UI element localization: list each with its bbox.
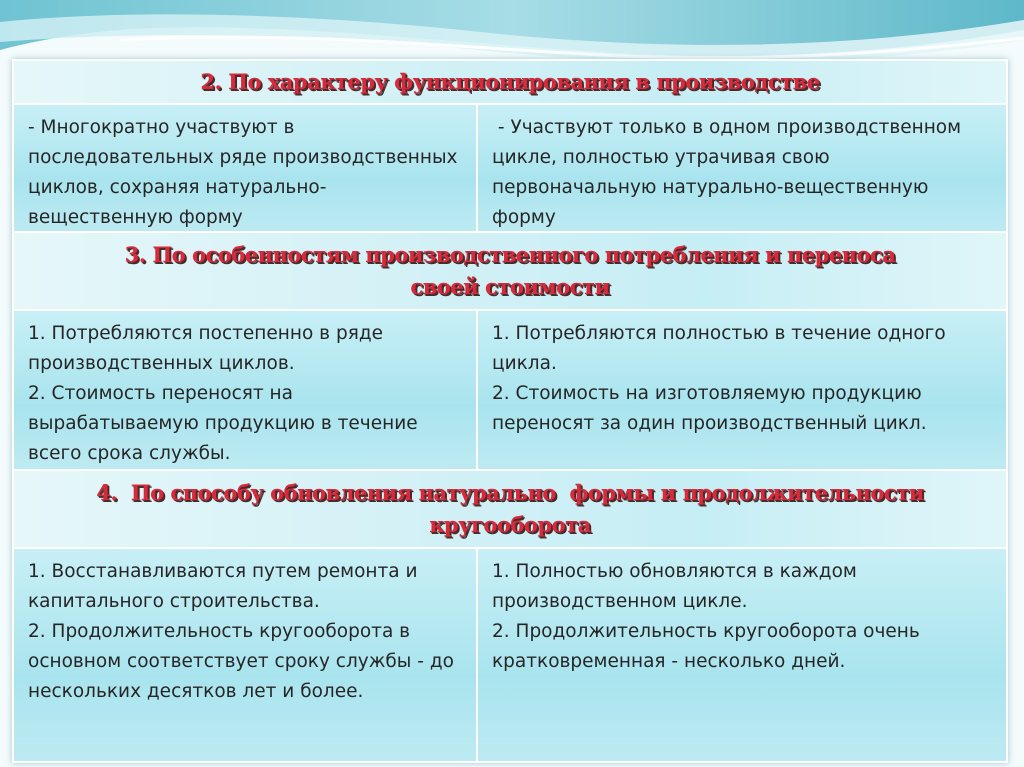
section4-title-line2: кругооборота bbox=[429, 512, 591, 537]
section3-right-cell bbox=[478, 311, 1006, 469]
section3-left-item: 1. Потребляются постепенно в ряде производственных циклов. bbox=[28, 323, 383, 374]
section3-right-item: 2. Стоимость на изготовляемую продукцию переносят за один производственный цикл. bbox=[492, 383, 927, 434]
comparison-table bbox=[12, 59, 1008, 763]
section2-row bbox=[14, 105, 1006, 233]
section4-row bbox=[14, 549, 1006, 761]
section3-right-item: 1. Потребляются полностью в течение одного цикла. bbox=[492, 323, 946, 374]
section2-heading bbox=[14, 61, 1006, 105]
section4-left-item: 1. Восстанавливаются путем ремонта и капитального строительства. bbox=[28, 561, 418, 612]
section4-right-item: 2. Продолжительность кругооборота очень кратковременная - несколько дней. bbox=[492, 621, 920, 672]
section2-right-text: - Участвуют только в одном производственном цикле, полностью утрачивая свою первоначальную натурально-вещественную форму bbox=[492, 117, 967, 228]
section2-right-cell bbox=[478, 105, 1006, 231]
section3-left-item: 2. Стоимость переносят на вырабатываемую продукцию в течение всего срока службы. bbox=[28, 383, 418, 464]
section4-right-cell bbox=[478, 549, 1006, 761]
section3-title-line2: своей стоимости bbox=[410, 274, 610, 299]
section4-right-item: 1. Полностью обновляются в каждом производственном цикле. bbox=[492, 561, 857, 612]
section3-title-line1: 3. По особенностям производственного потребления и переноса bbox=[124, 242, 896, 267]
section3-left-cell bbox=[14, 311, 478, 469]
section2-left-text: - Многократно участвуют в последовательных ряде производственных циклов, сохраняя натурально-вещественную форму bbox=[28, 117, 458, 228]
section3-row bbox=[14, 311, 1006, 471]
section3-heading bbox=[14, 233, 1006, 311]
section4-left-cell bbox=[14, 549, 478, 761]
section4-title-line1: 4. По способу обновления натурально формы и продолжительности bbox=[96, 480, 924, 505]
section2-left-cell bbox=[14, 105, 478, 231]
section4-left-item: 2. Продолжительность кругооборота в основном соответствует сроку службы - до нескольких десятков лет и более. bbox=[28, 621, 454, 702]
section4-heading bbox=[14, 471, 1006, 549]
section2-title: 2. По характеру функционирования в производстве bbox=[200, 69, 820, 94]
